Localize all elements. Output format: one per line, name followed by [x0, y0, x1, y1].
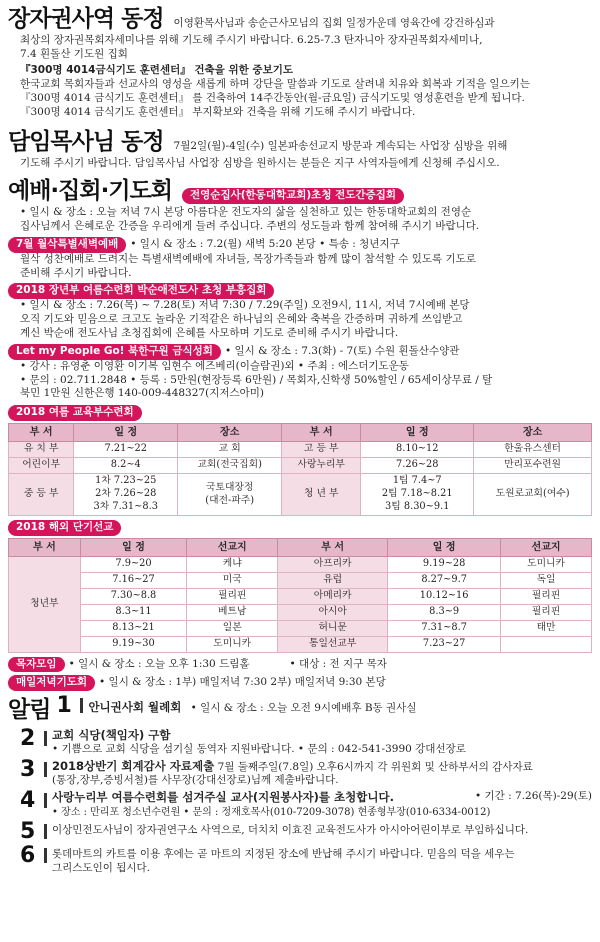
event-dawn-text-1: • 일시 & 장소 : 7.2(월) 새벽 5:20 본당 • 특송 : 청년지구 — [130, 237, 400, 250]
notice-3-text-2: (통장,장부,증빙서철)를 사무장(강대선장로)님께 제출바랍니다. — [52, 774, 339, 787]
table-cell: 교 회 — [178, 442, 282, 458]
notice-4-period: • 기간 : 7.26(목)-29(토) — [475, 790, 592, 803]
notice-bar — [44, 793, 47, 808]
table-row — [9, 556, 592, 572]
notice-6-text-2: 그리스도인이 됩시다. — [52, 861, 150, 874]
table-cell: 사랑누리부 — [282, 458, 361, 474]
notice-2-text: • 기쁨으로 교회 식당을 섬기실 동역자 지원바랍니다. • 문의 : 042-541-3990 강대선장로 — [52, 742, 466, 755]
notice-2-title: 교회 식당(책임자) 구함 — [52, 727, 171, 742]
table-cell: 청년부 — [9, 556, 81, 652]
table-cell: 통일선교부 — [278, 636, 388, 652]
table-cell: 9.19~28 — [388, 556, 501, 572]
edu-retreat-section — [8, 405, 592, 516]
table-cell: 아메리카 — [278, 588, 388, 604]
table-cell: 7.16~27 — [80, 572, 187, 588]
jangja-text-1: 이영환목사님과 송순근사모님의 집회 일정가운데 영육간에 강건하심과 — [173, 17, 495, 29]
table-header-cell: 부 서 — [282, 424, 361, 442]
event-revival-text-2: 오직 기도와 믿음으로 크고도 놀라운 기적같은 하나님의 은혜와 축복을 간증하며 귀하게 쓰임받고 — [20, 313, 463, 326]
section-jangja — [8, 4, 592, 120]
table-header-cell: 장소 — [178, 424, 282, 442]
event-pill-northkorea: Let my People Go! 북한구원 금식성회 — [8, 344, 221, 360]
meeting-shepherd-text: • 일시 & 장소 : 오늘 오후 1:30 드림홀 — [68, 657, 250, 670]
table-cell: 1차 7.23~25 2차 7.26~28 3차 7.31~8.3 — [74, 474, 178, 516]
table-cell: 7.21~22 — [74, 442, 178, 458]
table-cell: 8.3~9 — [388, 604, 501, 620]
event-nk-text-3: • 문의 : 02.711.2848 • 등록 : 5만원(현장등록 6만원) / 목회자,신학생 50%할인 / 65세이상무료 / 탈 — [20, 373, 493, 386]
table-cell: 9.19~30 — [80, 636, 187, 652]
jangja-subtitle: 『300명 4014금식기도 훈련센터』 건축을 위한 중보기도 — [20, 64, 293, 77]
table-header-cell: 부 서 — [9, 424, 74, 442]
table-cell: 8.3~11 — [80, 604, 187, 620]
table-row — [9, 636, 592, 652]
meeting-pill-shepherd: 목자모임 — [8, 657, 65, 673]
notice-4-text: • 장소 : 만리포 청소년수련원 • 문의 : 정재호목사(010-7209-3078) 현종형부장(010-6334-0012) — [52, 806, 491, 818]
table-header-cell: 일 정 — [80, 538, 187, 556]
pastor-text-2: 기도해 주시기 바랍니다. 담임목사님 사업장 심방을 원하시는 분들은 지구 사역자들에게 신청해 주십시오. — [20, 156, 500, 169]
edu-retreat-table — [8, 423, 592, 516]
notice-number-5: 5 — [20, 818, 36, 844]
table-cell: 어린이부 — [9, 458, 74, 474]
table-cell: 아시아 — [278, 604, 388, 620]
event-pill-revival: 2018 장년부 여름수련회 박순애전도사 초청 부흥집회 — [8, 283, 274, 299]
table-header-cell: 일 정 — [361, 424, 474, 442]
notice-bar — [80, 698, 83, 713]
table-cell: 필리핀 — [501, 588, 592, 604]
notice-number-1: 1 — [56, 693, 72, 719]
table-cell: 유럽 — [278, 572, 388, 588]
event-revival-text-3: 계신 박순애 전도사님 초청집회에 은혜를 사모하며 기도로 준비해 주시기 바랍니다. — [20, 326, 399, 339]
table-row — [9, 620, 592, 636]
jangja-para-3: 『300명 4014 금식기도 훈련센터』 부지확보와 건축을 위해 기도해 주시기 바랍니다. — [20, 105, 416, 118]
table-cell — [501, 636, 592, 652]
table-header-cell: 선교지 — [187, 538, 278, 556]
table-cell: 케냐 — [187, 556, 278, 572]
notice-6-text-1: 롯데마트의 카트를 이용 후에는 곧 마트의 지정된 장소에 반납해 주시기 바랍니다. 믿음의 덕을 세우는 — [52, 847, 515, 860]
meeting-pill-prayer: 매일저녁기도회 — [8, 675, 95, 691]
event-nk-text-2: • 강사 : 유영춘 이영환 이기복 임현수 에즈베리(이슬람권)외 • 주최 : 에스더기도운동 — [20, 359, 409, 372]
notice-bar — [44, 824, 47, 839]
table-cell: 만리포수련원 — [474, 458, 592, 474]
jangja-para-1: 한국교회 목회자들과 선교사의 영성을 새롭게 하며 강단을 말씀과 기도로 살려내 치유와 회복과 기적을 일으키는 — [20, 77, 530, 90]
event-jeon-text-2: 집사님께서 은혜로운 간증을 우리에게 들려 주십니다. 주변의 성도들과 함께 참여해 주시기 바랍니다. — [20, 219, 480, 232]
table-cell: 한울유스센터 — [474, 442, 592, 458]
section-title-jangja: 장자권사역 동정 — [8, 6, 164, 32]
table-row — [9, 604, 592, 620]
event-pill-dawn: 7월 월삭특별새벽예배 — [8, 237, 126, 253]
notice-3-text-1: 7월 둘째주일(7.8일) 오후6시까지 각 위원회 및 산하부서의 감사자료 — [217, 760, 533, 773]
jangja-text-3: 7.4 흰돌산 기도원 집회 — [20, 48, 128, 61]
section-pastor — [8, 127, 592, 171]
notices-section — [8, 695, 592, 875]
table-row — [9, 474, 592, 516]
table-row — [9, 588, 592, 604]
table-cell: 8.27~9.7 — [388, 572, 501, 588]
meetings-section — [8, 657, 592, 692]
notice-bar — [44, 731, 47, 746]
missions-label: 2018 해외 단기선교 — [8, 520, 121, 536]
table-header-cell: 부 서 — [9, 538, 81, 556]
notice-3-title: 2018상반기 회계감사 자료제출 — [52, 758, 215, 773]
table-row — [9, 442, 592, 458]
event-dawn-text-2: 월삭 성찬예배로 드려지는 특별새벽예배에 자녀들, 목장가족들과 함께 많이 참석할 수 있도록 기도로 — [20, 252, 476, 265]
table-cell: 도원로교회(여수) — [474, 474, 592, 516]
table-cell: 중 등 부 — [9, 474, 74, 516]
event-nk-text-1: • 일시 & 장소 : 7.3(화) - 7(토) 수원 흰돌산수양관 — [224, 344, 460, 357]
notices-title: 알림 — [8, 697, 51, 724]
table-cell: 청 년 부 — [282, 474, 361, 516]
table-cell: 8.10~12 — [361, 442, 474, 458]
notice-bar — [44, 848, 47, 863]
table-header-cell: 선교지 — [501, 538, 592, 556]
pastor-text-1: 7월2일(월)-4일(수) 일본파송선교지 방문과 계속되는 사업장 심방을 위해 — [173, 139, 508, 152]
event-nk-text-4: 북민 1만원 신한은행 140-009-448327(지저스아미) — [20, 387, 265, 400]
event-pill-jeon: 전영순집사(한동대학교회)초청 전도간증집회 — [182, 188, 404, 204]
table-cell: 7.30~8.8 — [80, 588, 187, 604]
table-row — [9, 572, 592, 588]
jangja-para-2: 『300명 4014 금식기도 훈련센터』 를 건축하여 14주간동안(월-금요일) 금식기도및 영성훈련을 받게 됩니다. — [20, 91, 525, 104]
table-cell: 교회(전국집회) — [178, 458, 282, 474]
table-cell: 7.26~28 — [361, 458, 474, 474]
section-title-pastor: 담임목사님 동정 — [8, 128, 164, 155]
notice-number-6: 6 — [20, 842, 36, 868]
table-cell: 아프리카 — [278, 556, 388, 572]
event-dawn-text-3: 준비해 주시기 바랍니다. — [20, 266, 132, 279]
table-cell: 유 치 부 — [9, 442, 74, 458]
section-worship — [8, 176, 592, 402]
table-cell: 미국 — [187, 572, 278, 588]
table-cell: 독일 — [501, 572, 592, 588]
table-cell: 고 등 부 — [282, 442, 361, 458]
table-header-cell: 부 서 — [278, 538, 388, 556]
table-cell: 필리핀 — [501, 604, 592, 620]
table-cell: 도미니카 — [187, 636, 278, 652]
event-jeon-text-1: • 일시 & 장소 : 오늘 저녁 7시 본당 아름다운 전도자의 삶을 실천하고 있는 한동대학교회의 전영순 — [20, 206, 472, 219]
meeting-prayer-text: • 일시 & 장소 : 1부) 매일저녁 7:30 2부) 매일저녁 9:30 본당 — [99, 676, 386, 689]
bulletin-page — [8, 4, 592, 875]
table-cell: 7.9~20 — [80, 556, 187, 572]
table-cell: 필리핀 — [187, 588, 278, 604]
table-cell: 허니문 — [278, 620, 388, 636]
edu-retreat-label: 2018 여름 교육부수련회 — [8, 405, 142, 421]
missions-section — [8, 520, 592, 653]
notice-1-text: • 일시 & 장소 : 오늘 오전 9시예배후 B동 권사실 — [190, 702, 417, 715]
table-cell: 7.23~27 — [388, 636, 501, 652]
notice-5-text: 이상민전도사님이 장자권연구소 사역으로, 더치치 이효진 교육전도사가 아시아어린이부로 부임하십니다. — [52, 823, 529, 836]
notice-4-title: 사랑누리부 여름수련회를 섬겨주실 교사(지원봉사자)를 초청합니다. — [52, 790, 394, 805]
table-cell: 8.2~4 — [74, 458, 178, 474]
table-row — [9, 458, 592, 474]
table-cell: 10.12~16 — [388, 588, 501, 604]
table-cell: 베트남 — [187, 604, 278, 620]
table-cell: 일본 — [187, 620, 278, 636]
notice-bar — [44, 762, 47, 777]
table-cell: 태만 — [501, 620, 592, 636]
table-header-cell: 장소 — [474, 424, 592, 442]
notice-number-4: 4 — [20, 788, 36, 814]
notice-number-2: 2 — [20, 725, 36, 751]
notice-1-title: 안니권사회 월례회 — [88, 700, 182, 715]
meeting-shepherd-target: • 대상 : 전 지구 목자 — [289, 657, 387, 670]
missions-table — [8, 538, 592, 653]
table-cell: 국토대장정 (대전-파주) — [178, 474, 282, 516]
table-cell: 8.13~21 — [80, 620, 187, 636]
event-revival-text-1: • 일시 & 장소 : 7.26(목) ~ 7.28(토) 저녁 7:30 / 7.29(주일) 오전9시, 11시, 저녁 7시예배 본당 — [20, 299, 470, 312]
notice-number-3: 3 — [20, 756, 36, 782]
table-header-cell: 일 정 — [74, 424, 178, 442]
jangja-text-2: 최상의 장자권목회자세미나를 위해 기도해 주시기 바랍니다. 6.25-7.3 탄자니아 장자권목회자세미나, — [20, 34, 483, 47]
section-title-worship: 예배·집회·기도회 — [8, 177, 173, 204]
table-cell: 7.31~8.7 — [388, 620, 501, 636]
table-cell: 도미니카 — [501, 556, 592, 572]
table-cell: 1팀 7.4~7 2팀 7.18~8.21 3팀 8.30~9.1 — [361, 474, 474, 516]
table-header-cell: 일 정 — [388, 538, 501, 556]
